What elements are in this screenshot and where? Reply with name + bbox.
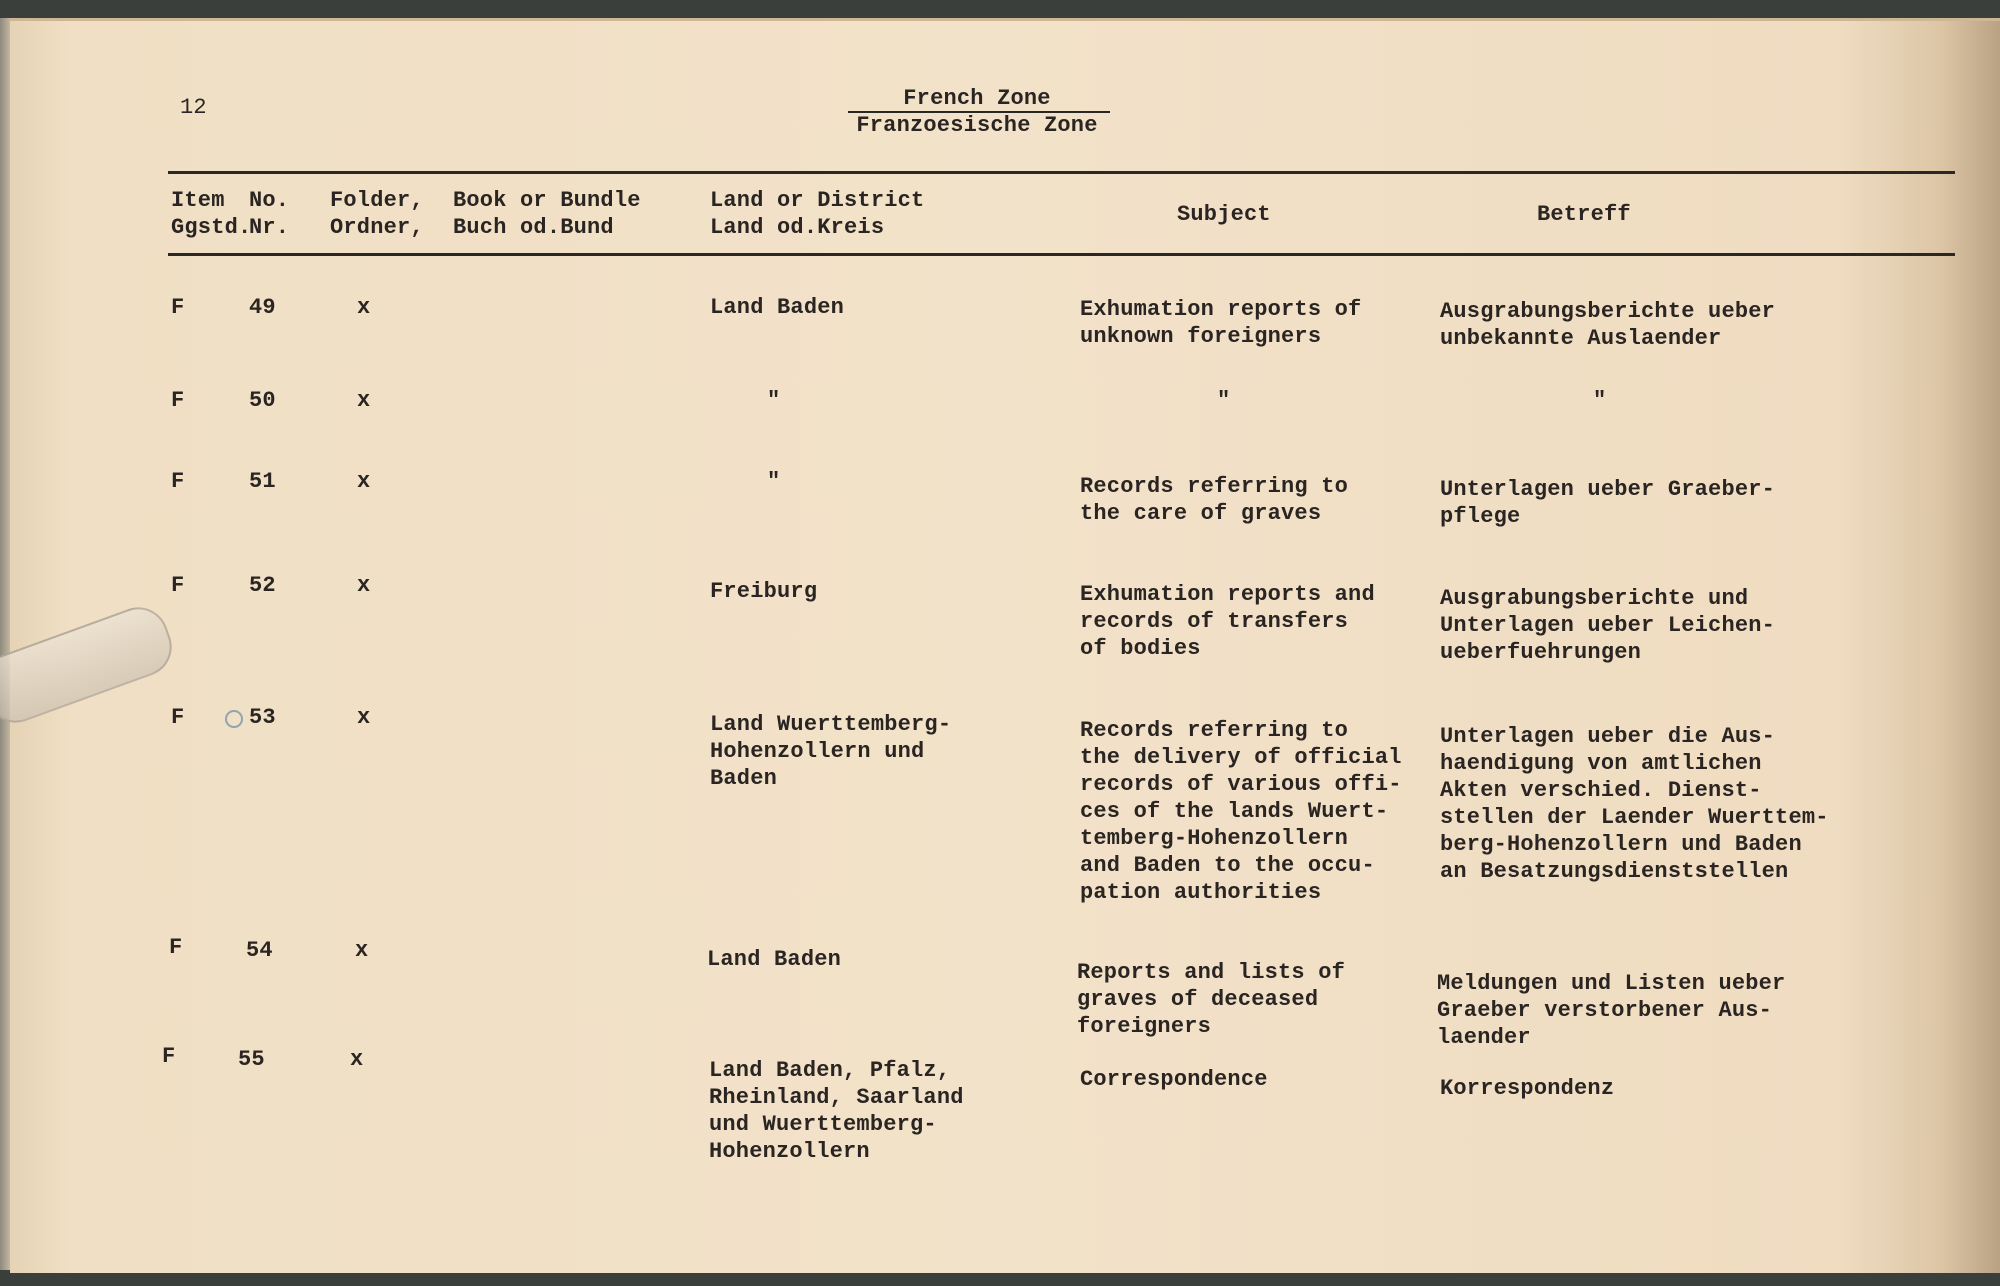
row-55-no: 55 [238,1047,265,1072]
row-51-folder: x [357,469,371,494]
row-50-item: F [171,388,185,413]
row-55-land: Land Baden, Pfalz, Rheinland, Saarland und Wuerttemberg- Hohenzollern [709,1058,964,1164]
header-betreff: Betreff [1537,202,1631,227]
row-54-subject: Reports and lists of graves of deceased foreigners [1077,960,1346,1039]
page-number: 12 [180,95,207,120]
row-49-subject: Exhumation reports of unknown foreigners [1080,297,1362,349]
row-51-land: " [767,469,781,494]
row-55-item: F [162,1044,176,1069]
row-53-land: Land Wuerttemberg- Hohenzollern und Baden [710,712,952,791]
row-49-betreff: Ausgrabungsberichte ueber unbekannte Auslaender [1440,299,1776,351]
header-land: Land or District Land od.Kreis [710,188,925,240]
row-49-folder: x [357,295,371,320]
row-55-folder: x [350,1047,364,1072]
row-49-no: 49 [249,295,276,320]
header-folder: Folder, Ordner, [330,188,424,240]
row-54-item: F [169,935,183,960]
row-49-land: Land Baden [710,295,845,320]
row-49-item: F [171,295,185,320]
row-55-subject: Correspondence [1080,1067,1268,1092]
row-51-item: F [171,469,185,494]
header-bottom-rule [168,253,1955,256]
row-54-no: 54 [246,938,273,963]
row-51-no: 51 [249,469,276,494]
row-50-land: " [767,388,781,413]
punch-hole-mark [225,710,243,728]
row-55-betreff: Korrespondenz [1440,1076,1615,1101]
row-51-subject: Records referring to the care of graves [1080,474,1349,526]
row-53-item: F [171,705,185,730]
row-52-no: 52 [249,573,276,598]
row-52-folder: x [357,573,371,598]
row-50-betreff: " [1593,388,1607,413]
row-54-folder: x [355,938,369,963]
header-book: Book or Bundle Buch od.Bund [453,188,641,240]
row-53-folder: x [357,705,371,730]
row-53-no: 53 [249,705,276,730]
row-54-betreff: Meldungen und Listen ueber Graeber verstorbener Aus- laender [1437,971,1786,1050]
header-top-rule [168,171,1955,174]
header-subject: Subject [1177,202,1271,227]
header-item: Item Ggstd. [171,188,252,240]
page-subtitle: Franzoesische Zone [856,113,1098,138]
page-title: French Zone [903,86,1051,111]
row-53-subject: Records referring to the delivery of official records of various offi- ces of the lands Wuert- temberg-Hohenzollern and Baden to the occu- pation authorities [1080,718,1402,905]
row-50-subject: " [1217,388,1231,413]
row-52-land: Freiburg [710,579,818,604]
row-50-folder: x [357,388,371,413]
row-53-betreff: Unterlagen ueber die Aus- haendigung von amtlichen Akten verschied. Dienst- stellen der Laender Wuerttem- berg-Hohenzollern und Baden an Besatzungsdienststellen [1440,724,1829,884]
row-52-subject: Exhumation reports and records of transfers of bodies [1080,582,1375,661]
row-50-no: 50 [249,388,276,413]
row-52-item: F [171,573,185,598]
row-52-betreff: Ausgrabungsberichte und Unterlagen ueber Leichen- ueberfuehrungen [1440,586,1776,665]
row-51-betreff: Unterlagen ueber Graeber- pflege [1440,477,1776,529]
row-54-land: Land Baden [707,947,842,972]
header-no: No. Nr. [249,188,290,240]
